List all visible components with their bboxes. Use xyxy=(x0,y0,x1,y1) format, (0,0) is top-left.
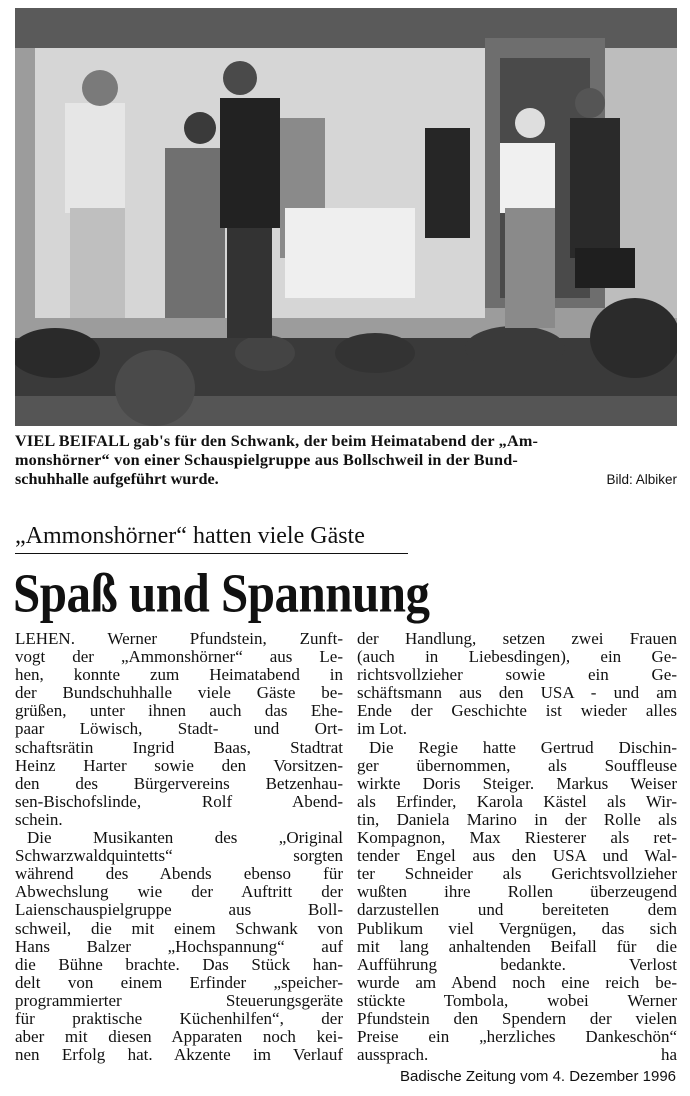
article-column-right xyxy=(357,630,677,1064)
article-line: mit lang anhaltenden Beifall für die xyxy=(357,936,677,956)
article-line: Die Regie hatte Gertrud Dischin- xyxy=(369,737,677,757)
article-line: Die Musikanten des „Original xyxy=(27,828,343,848)
article-line: Pfundstein den Spendern der vielen xyxy=(357,1008,677,1028)
article-line: schäftsmann aus den USA - und am xyxy=(357,683,677,703)
article-line: den des Bürgervereins Betzenhau- xyxy=(15,773,343,793)
article-line: richtsvollzieher sowie ein Ge- xyxy=(357,665,677,685)
article-line: aussprach. ha xyxy=(357,1045,677,1065)
article-line: für praktische Küchenhilfen“, der xyxy=(15,1008,343,1028)
article-line: hen, konnte zum Heimatabend in xyxy=(15,665,343,685)
article-line: nen Erfolg hat. Akzente im Verlauf xyxy=(15,1045,343,1065)
article-line: als Erfinder, Karola Kästel als Wir- xyxy=(357,791,677,811)
article-line: Publikum viel Vergnügen, das sich xyxy=(357,918,677,938)
article-line: ter Schneider als Gerichtsvollzieher xyxy=(357,864,677,884)
article-line: stückte Tombola, wobei Werner xyxy=(357,990,677,1010)
article-line: während des Abends ebenso für xyxy=(15,864,343,884)
article-line: ger übernommen, als Souffleuse xyxy=(357,755,677,775)
article-headline: Spaß und Spannung xyxy=(13,562,430,624)
article-line: vogt der „Ammonshörner“ aus Le- xyxy=(15,647,343,667)
stage-photo xyxy=(15,8,677,426)
article-line: paar Löwisch, Stadt- und Ort- xyxy=(15,719,343,739)
article-line: wurde am Abend noch eine reich be- xyxy=(357,972,677,992)
article-line: Hans Balzer „Hochspannung“ auf xyxy=(15,936,343,956)
caption-line: VIEL BEIFALL gab's für den Schwank, der beim Heimatabend der „Am- xyxy=(15,432,539,450)
article-line: Aufführung bedankte. Verlost xyxy=(357,954,677,974)
photo-caption xyxy=(15,432,677,489)
article-line: LEHEN. Werner Pfundstein, Zunft- xyxy=(15,629,343,648)
article-line: Preise ein „herzliches Dankeschön“ xyxy=(357,1027,677,1047)
caption-line: schuhhalle aufgeführt wurde. xyxy=(15,470,219,488)
article-line: Laienschauspielgruppe aus Boll- xyxy=(15,900,343,920)
caption-line: monshörner“ von einer Schauspielgruppe aus Bollschweil in der Bund- xyxy=(15,451,519,469)
article-line: wußten ihre Rollen überzeugend xyxy=(357,882,677,902)
article-line: Kompagnon, Max Riesterer als ret- xyxy=(357,828,677,848)
article-line: grüßen, unter ihnen auch das Ehe- xyxy=(15,701,343,721)
stage-photo-image xyxy=(15,8,677,426)
article-line: tin, Daniela Marino in der Rolle als xyxy=(357,809,677,829)
article-line: schaftsrätin Ingrid Baas, Stadtrat xyxy=(15,737,343,757)
article-line: der Bundschuhhalle viele Gäste be- xyxy=(15,683,343,703)
article-line: (auch in Liebesdingen), ein Ge- xyxy=(357,647,677,667)
article-line: programmierter Steuerungsgeräte xyxy=(15,990,343,1010)
article-line: schweil, die mit einem Schwank von xyxy=(15,918,343,938)
article-line: Schwarzwaldquintetts“ sorgten xyxy=(15,846,343,866)
article-line: schein. xyxy=(15,809,63,829)
article-line: der Handlung, setzen zwei Frauen xyxy=(357,629,677,648)
article-line: wirkte Doris Steiger. Markus Weiser xyxy=(357,773,677,793)
source-footer: Badische Zeitung vom 4. Dezember 1996 xyxy=(400,1068,676,1085)
article-line: tender Engel aus den USA und Wal- xyxy=(357,846,677,866)
article-line: die Bühne brachte. Das Stück han- xyxy=(15,954,343,974)
article-line: im Lot. xyxy=(357,719,408,739)
article-line: Heinz Harter sowie den Vorsitzen- xyxy=(15,755,343,775)
article-line: aber mit diesen Apparaten noch kei- xyxy=(15,1027,343,1047)
article-line: Abwechslung wie der Auftritt der xyxy=(15,882,343,902)
article-line: darzustellen und bereiteten dem xyxy=(357,900,677,920)
photo-credit: Bild: Albiker xyxy=(606,472,677,487)
article-line: sen-Bischofslinde, Rolf Abend- xyxy=(15,791,343,811)
article-column-left xyxy=(15,630,343,1064)
article-line: delt von einem Erfinder „speicher- xyxy=(15,972,343,992)
article-line: Ende der Geschichte ist wieder alles xyxy=(357,701,677,721)
article-kicker: „Ammonshörner“ hatten viele Gäste xyxy=(15,522,408,554)
